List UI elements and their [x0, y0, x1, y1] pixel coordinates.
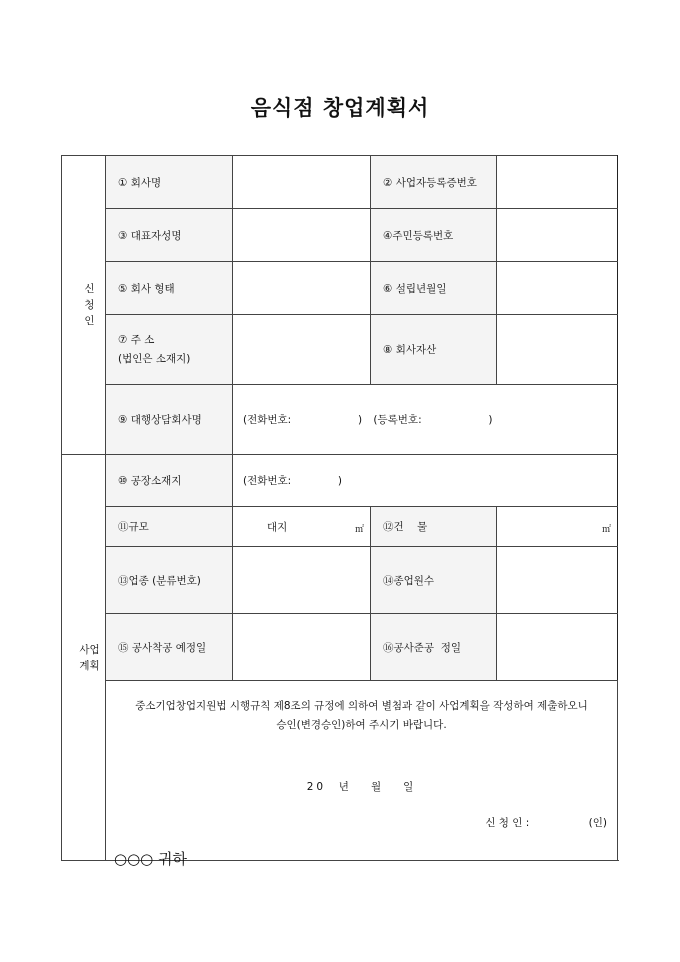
land-unit: ㎡ [354, 524, 364, 535]
declaration-line1: 중소기업창업지원법 시행규칙 제8조의 규정에 의하여 별첨과 같이 사업계획을 작성하여 제출하오니 [135, 700, 588, 712]
factory-location-label: ⑩ 공장소재지 [106, 455, 233, 507]
declaration-section [106, 681, 618, 868]
addressee: ○○○ 귀하 [114, 850, 188, 868]
declaration-date: 20 년 월 일 [306, 781, 417, 793]
land-label: 대지 [267, 521, 288, 533]
resident-no-label: ④주민등록번호 [371, 209, 497, 262]
applicant-signature [481, 815, 607, 830]
company-name-field[interactable] [233, 156, 371, 209]
industry-field[interactable] [233, 547, 371, 614]
biz-reg-no-field[interactable] [497, 156, 618, 209]
scale-label: ⑪규모 [106, 507, 233, 547]
company-type-label: ⑤ 회사 형태 [106, 262, 233, 315]
address-field[interactable] [233, 315, 371, 385]
factory-location-field[interactable] [233, 455, 618, 507]
address-label-line1: ⑦ 주 소 [118, 333, 155, 346]
application-form [61, 155, 618, 868]
rep-name-label: ③ 대표자성명 [106, 209, 233, 262]
page-title: 음식점 창업계획서 [250, 96, 430, 120]
building-area-field[interactable] [497, 507, 618, 547]
resident-no-field[interactable] [497, 209, 618, 262]
building-unit: ㎡ [601, 524, 611, 535]
company-assets-label: ⑧ 회사자산 [371, 315, 497, 385]
agency-reg: (등록번호: ) [373, 414, 493, 426]
applicant-signature-label: 신 청 인 : [485, 817, 530, 829]
agency-phone: (전화번호: ) [243, 414, 363, 426]
construction-end-field[interactable] [497, 614, 618, 681]
applicant-group-label: 신 청 인 [62, 156, 106, 455]
building-label: ⑫건 물 [371, 507, 497, 547]
declaration-text [116, 697, 607, 735]
agency-field[interactable] [233, 385, 618, 455]
business-plan-group-label: 사업 계획 [62, 455, 106, 861]
company-name-label: ① 회사명 [106, 156, 233, 209]
company-type-field[interactable] [233, 262, 371, 315]
construction-start-label: ⑮ 공사착공 예정일 [106, 614, 233, 681]
industry-label: ⑬업종 (분류번호) [106, 547, 233, 614]
declaration-line2: 승인(변경승인)하여 주시기 바랍니다. [276, 719, 447, 731]
construction-start-field[interactable] [233, 614, 371, 681]
employees-label: ⑭종업원수 [371, 547, 497, 614]
employees-field[interactable] [497, 547, 618, 614]
rep-name-field[interactable] [233, 209, 371, 262]
established-field[interactable] [497, 262, 618, 315]
address-label [106, 315, 233, 385]
seal-mark: (인) [588, 817, 607, 829]
agency-label: ⑨ 대행상담회사명 [106, 385, 233, 455]
established-label: ⑥ 설립년월일 [371, 262, 497, 315]
biz-reg-no-label: ② 사업자등록증번호 [371, 156, 497, 209]
company-assets-field[interactable] [497, 315, 618, 385]
land-area-field[interactable] [233, 507, 371, 547]
factory-phone: (전화번호: ) [243, 475, 343, 487]
address-label-line2: (법인은 소재지) [118, 352, 191, 365]
construction-end-label: ⑯공사준공 정일 [371, 614, 497, 681]
